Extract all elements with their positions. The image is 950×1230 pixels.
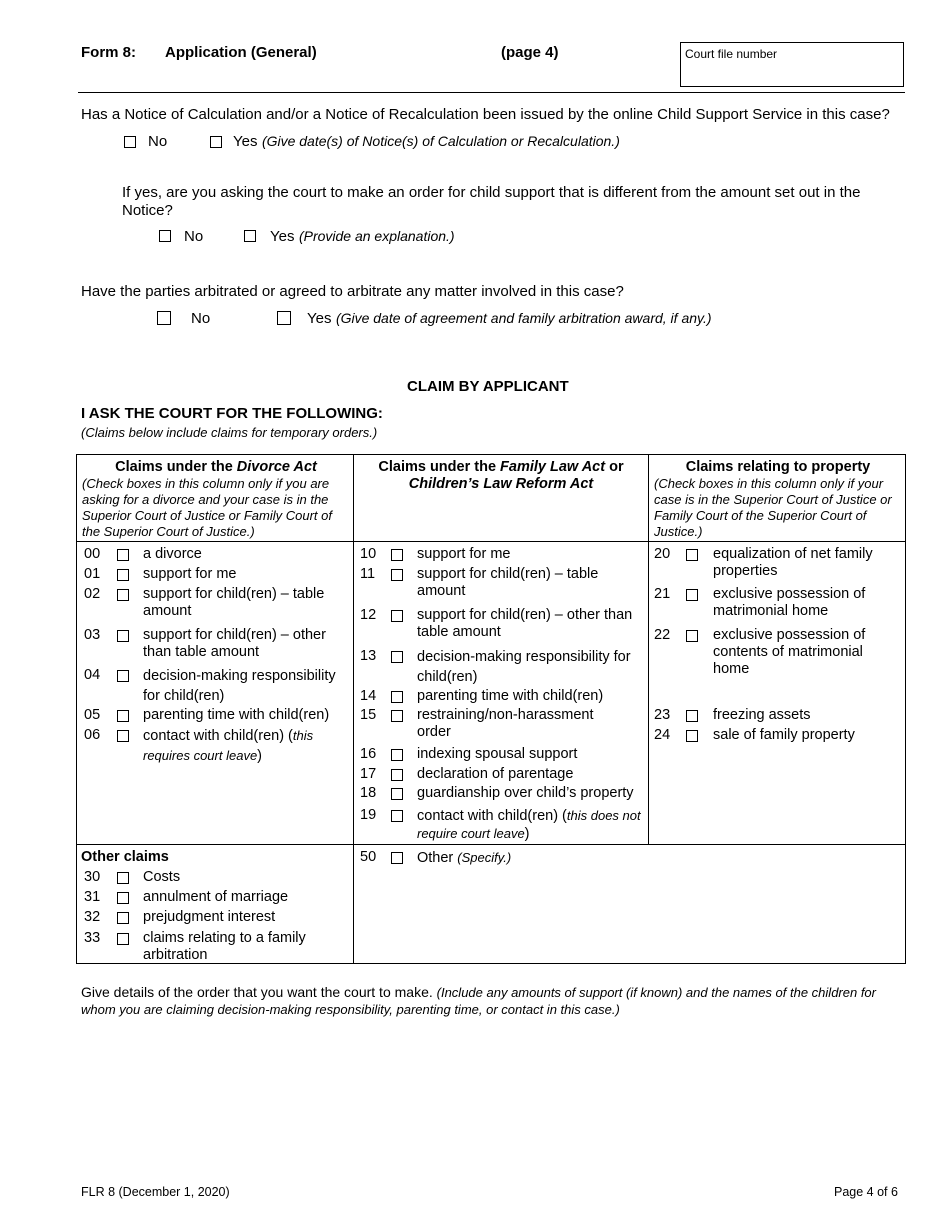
family-column-header: Claims under the Family Law Act or Children’s Law Reform Act [378,459,624,492]
different-amount-yes-checkbox[interactable] [244,230,256,242]
claim-05-checkbox[interactable] [117,710,129,722]
claim-33-checkbox[interactable] [117,933,129,945]
form-revision-date: FLR 8 (December 1, 2020) [81,1185,230,1199]
notice-no-checkbox[interactable] [124,136,136,148]
claim-30-checkbox[interactable] [117,872,129,884]
property-column-header: Claims relating to property (Check boxes in this column only if your case is in the Superior Court of Justice or Family Court of the Superior Court of Justice.) [654,459,892,539]
claim-14-checkbox[interactable] [391,691,403,703]
claim-50-checkbox[interactable] [391,852,403,864]
header-divider [78,92,905,93]
different-amount-question: If yes, are you asking the court to make an order for child support that is different from the amount set out in the Notice? [122,184,861,219]
arbitration-no-label: No [191,310,211,327]
claim-10-checkbox[interactable] [391,549,403,561]
notice-no-label: No [148,133,168,150]
other-claims-heading: Other claims [81,849,169,865]
table-divider [77,541,905,542]
different-amount-no-checkbox[interactable] [159,230,171,242]
claim-16-checkbox[interactable] [391,749,403,761]
claim-heading: CLAIM BY APPLICANT [407,378,569,395]
claim-17-checkbox[interactable] [391,769,403,781]
claim-21-checkbox[interactable] [686,589,698,601]
table-divider [648,455,649,844]
notice-yes-label: Yes (Give date(s) of Notice(s) of Calculation or Recalculation.) [233,133,620,150]
form-number: Form 8: [81,44,137,61]
divorce-column-header: Claims under the Divorce Act (Check boxes in this column only if you are asking for a divorce and your case is in the Superior Court of Justice or Family Court of the Superior Court of Justice.) [82,459,332,539]
claims-table: Claims under the Divorce Act (Check boxes in this column only if you are asking for a divorce and your case is in the Superior Court of Justice or Family Court of the Superior Court of Justice.) Claims under the Family Law Act or Children’s Law Reform Act Claims relating to property (Check boxes in this column only if your case is in the Superior Court of Justice or Family Court of the Superior Court of Justice.) 00 a divorce 01 support for me 02 support for child(ren) – table amount 03 support for child(ren) – other than table amount 04 decision-making responsibility for child(ren) 05 parenting time with child(ren) 06 contact with child(ren) (this requires court leave) 10 support for me 11 support for child(ren) – table amount 12 support for child(ren) – other than table amount 13 decision-making responsibility for child(ren) 14 parenting time with child(ren) 15 restraining/non-harassment order 16 indexing spousal support 17 declaration of parentage 18 guardianship over child’s property 19 contact with child(ren) (this does not require court leave) 20 equalization of net family properties 21 exclusive possession of matrimonial home 22 exclusive possession of contents of matrimonial home 23 freezing assets 24 sale of family property Other claims 30 Costs 31 annulment of marriage 32 prejudgment interest 33 claims relating to a family arbitration 50 Other (Specify.) [76,454,906,964]
claim-22-checkbox[interactable] [686,630,698,642]
claim-01-checkbox[interactable] [117,569,129,581]
page-number: Page 4 of 6 [834,1185,898,1199]
table-divider [77,844,905,845]
order-details-instruction: Give details of the order that you want the court to make. (Include any amounts of support (if known) and the names of the children for whom you are claiming decision-making responsibility, parenting time, or contact in this case.) [81,984,876,1017]
form-title: Application (General) [165,44,317,61]
page-indicator: (page 4) [501,44,559,61]
claim-ask: I ASK THE COURT FOR THE FOLLOWING: [81,405,383,422]
claim-15-checkbox[interactable] [391,710,403,722]
court-file-number-label: Court file number [685,47,778,61]
notice-yes-checkbox[interactable] [210,136,222,148]
claim-note: (Claims below include claims for temporary orders.) [81,425,378,440]
arbitration-no-checkbox[interactable] [157,311,171,325]
different-amount-yes-label: Yes (Provide an explanation.) [270,228,455,245]
claim-06-checkbox[interactable] [117,730,129,742]
arbitration-yes-label: Yes (Give date of agreement and family arbitration award, if any.) [307,310,712,327]
claim-12-checkbox[interactable] [391,610,403,622]
claim-11-checkbox[interactable] [391,569,403,581]
claim-03-checkbox[interactable] [117,630,129,642]
claim-13-checkbox[interactable] [391,651,403,663]
claim-02-checkbox[interactable] [117,589,129,601]
claim-19-checkbox[interactable] [391,810,403,822]
claim-20-checkbox[interactable] [686,549,698,561]
table-divider [353,455,354,963]
claim-24-checkbox[interactable] [686,730,698,742]
court-file-number-field[interactable] [680,42,904,87]
notice-question: Has a Notice of Calculation and/or a Notice of Recalculation been issued by the online Child Support Service in this case? [81,106,890,123]
claim-23-checkbox[interactable] [686,710,698,722]
arbitration-yes-checkbox[interactable] [277,311,291,325]
claim-31-checkbox[interactable] [117,892,129,904]
claim-18-checkbox[interactable] [391,788,403,800]
claim-32-checkbox[interactable] [117,912,129,924]
claim-00-checkbox[interactable] [117,549,129,561]
arbitration-question: Have the parties arbitrated or agreed to arbitrate any matter involved in this case? [81,283,624,300]
claim-04-checkbox[interactable] [117,670,129,682]
different-amount-no-label: No [184,228,204,245]
